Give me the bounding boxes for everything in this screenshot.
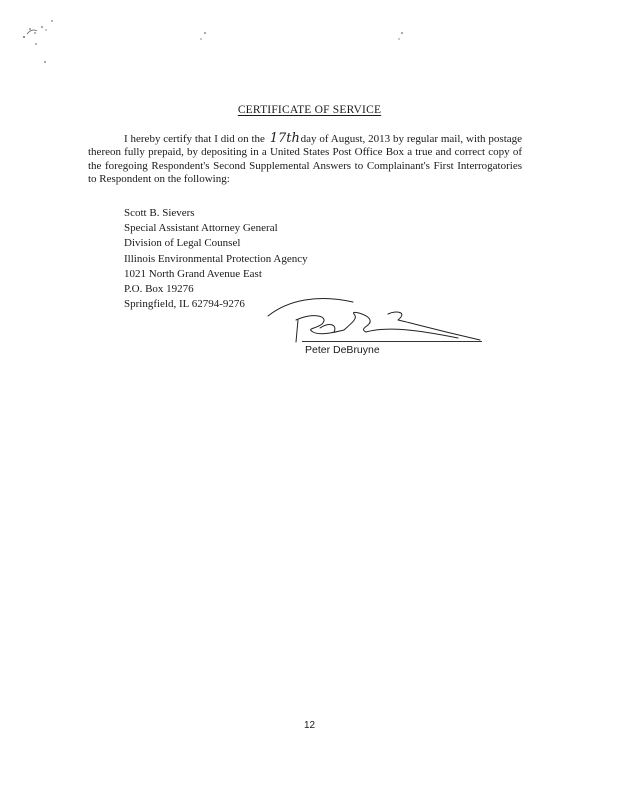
certify-text-end: day of August, 2013 by regular mail, with postage thereon fully prepaid, by depositing in a United States Post Office Box a true and correct copy of the foregoing Respondent's Second Supplemental Answers to Complainant's First Interrogatories to Respondent on the following: [88, 133, 523, 185]
handwritten-day: 17th [269, 131, 300, 146]
recipient-name: Scott B. Sievers [124, 207, 195, 219]
handwritten-signature [258, 292, 486, 348]
recipient-po-box: P.O. Box 19276 [124, 283, 194, 296]
signature-line [302, 341, 482, 342]
certificate-paragraph [88, 133, 522, 186]
recipient-division: Division of Legal Counsel [124, 237, 241, 250]
scan-artifact-marks [0, 0, 619, 80]
recipient-street: 1021 North Grand Avenue East [124, 267, 262, 280]
page-number: 12 [303, 720, 316, 731]
recipient-title: Special Assistant Attorney General [124, 222, 278, 235]
recipient-city-state-zip: Springfield, IL 62794-9276 [124, 298, 245, 311]
recipient-agency: Illinois Environmental Protection Agency [124, 252, 308, 265]
signer-name: Peter DeBruyne [305, 344, 380, 356]
certify-text-start: I hereby certify that I did on the [124, 133, 265, 145]
certificate-title: CERTIFICATE OF SERVICE [237, 104, 382, 116]
